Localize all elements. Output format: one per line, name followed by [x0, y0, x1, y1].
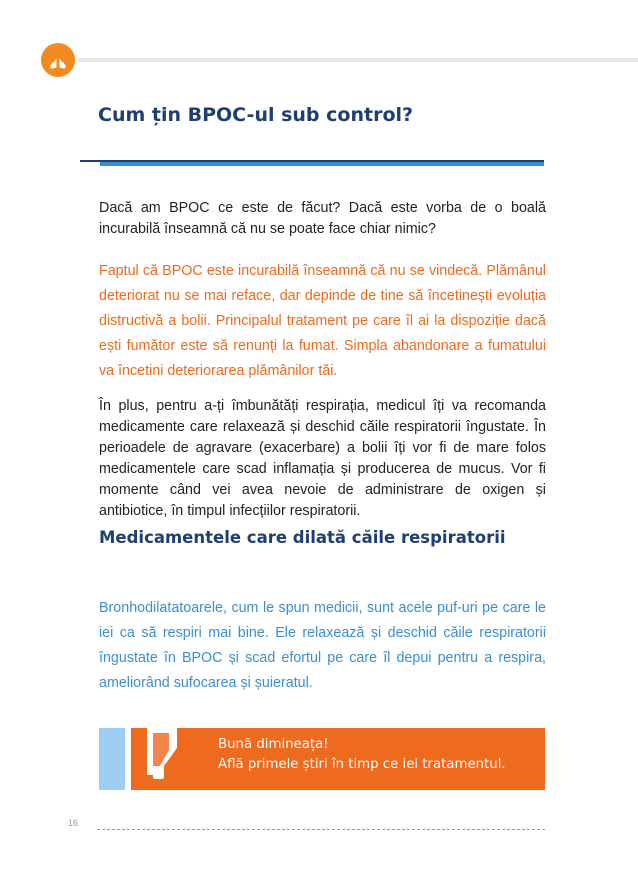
- title-underline-accent: [100, 162, 544, 166]
- lungs-icon: [41, 43, 75, 77]
- treatment-paragraph: În plus, pentru a-ți îmbunătăți respirația, medicul îți va recomanda medicamente care relaxează și deschid căile respiratorii îngustate. În perioadele de agravare (exacerbare) a bolii îți vor fi de mare folos medicamentele care scad inflamația și producerea de mucus. Vor fi momente când vei avea nevoie de administrare de oxigen și antibiotice, în timpul infecțiilor respiratorii.: [99, 398, 546, 519]
- footer-rule: [97, 829, 545, 830]
- banner-message: Află primele știri în timp ce iei tratamentul.: [218, 757, 506, 772]
- header-rule: [78, 58, 638, 62]
- banner-stripe: [99, 728, 125, 790]
- highlight-paragraph: Faptul că BPOC este incurabilă înseamnă că nu se vindecă. Plămânul deteriorat nu se mai reface, dar depinde de tine să încetinești evoluția distructivă a bolii. Principalul tratament pe care îl ai la dispoziție dacă ești fumător este să renunți la fumat. Simpla abandonare a fumatului va încetini deteriorarea plămânilor tăi.: [99, 263, 546, 379]
- section-title: Medicamentele care dilată căile respiratorii: [99, 528, 506, 547]
- intro-question: Dacă am BPOC ce este de făcut? Dacă este vorba de o boală incurabilă înseamnă că nu se poate face chiar nimic?: [99, 200, 546, 237]
- banner-greeting: Bună dimineața!: [218, 737, 329, 752]
- exclamation-icon: [131, 728, 191, 795]
- page-number: 16: [68, 818, 79, 828]
- section-paragraph: Bronhodilatatoarele, cum le spun medicii, sunt acele puf-uri pe care le iei ca să respiri mai bine. Ele relaxează și deschid căile respiratorii îngustate în BPOC și scad efortul pe care îl depui pentru a respira, ameliorând sufocarea și șuieratul.: [99, 600, 546, 691]
- page-title: Cum țin BPOC-ul sub control?: [98, 104, 414, 126]
